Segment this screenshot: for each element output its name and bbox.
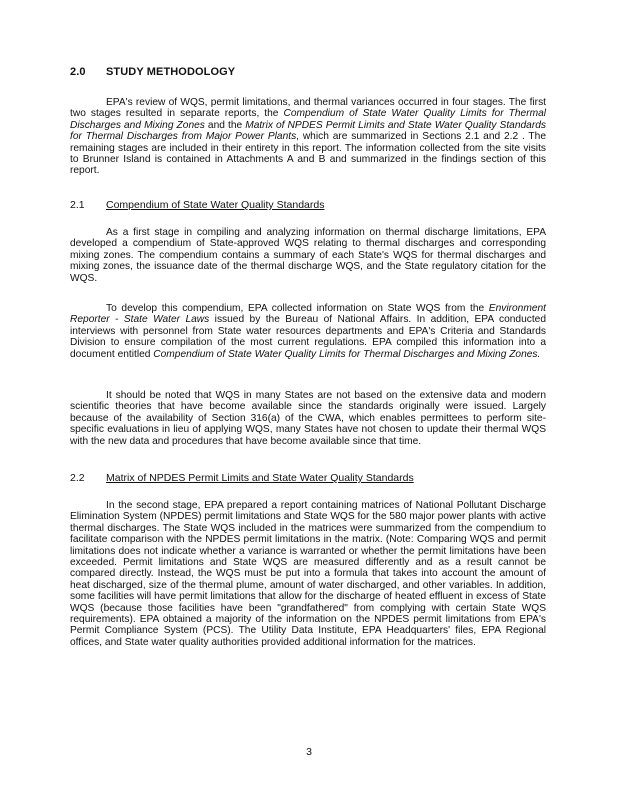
paragraph-compendium-develop-text-1: To develop this compendium, EPA collected information on State WQS from the xyxy=(106,303,489,314)
section-heading xyxy=(70,66,235,78)
paragraph-compendium-develop-text-2: issued by the Bureau of National Affairs. In addition, EPA conducted interviews with personnel from State water resources departments and EPA's Criteria and Standards Division to ensure compilation of the most current regulations. EPA compiled this information into a document entitled xyxy=(70,314,547,360)
paragraph-wqs-note xyxy=(70,390,546,447)
section-title: STUDY METHODOLOGY xyxy=(106,66,236,78)
paragraph-intro-text-2: and the xyxy=(204,119,246,131)
paragraph-compendium-stage xyxy=(70,227,546,284)
paragraph-intro-text-3: , which are summarized in Sections 2.1 and 2.2 . The remaining stages are included in their entirety in this report. The information collected from the site visits to Brunner Island is contained in Attachments A and B and summarized in the findings section of this report. xyxy=(70,131,546,177)
compendium-title-italic: Compendium of State Water Quality Limits for Thermal Discharges and Mixing Zones xyxy=(70,108,546,131)
page-number: 3 xyxy=(306,746,312,758)
paragraph-compendium-stage-text: As a first stage in compiling and analyzing information on thermal discharge limitations, EPA developed a compendium of State-approved WQS relating to thermal discharges and corresponding mixing zones. The compendium contains a summary of each State's WQS for thermal discharges and mixing zones, the issuance date of the thermal discharge WQS, and the State regulatory citation for the WQS. xyxy=(70,227,546,284)
paragraph-matrix-stage-text: In the second stage, EPA prepared a report containing matrices of National Pollutant Discharge Elimination System (NPDES) permit limitations and State WQS for the 580 major power plants with active thermal discharges. The State WQS included in the matrices were summarized from the compendium to facilitate comparison with the NPDES permit limitations in the matrix. (Note: Comparing WQS and permit limitations does not indicate whether a variance is warranted or whether the permit limitations have been exceeded. Permit limitations and State WQS are measured differently and as a result cannot be compared directly. Instead, the WQS must be put into a formula that takes into account the amount of heat discharged, size of the thermal plume, amount of water discharged, and other variables. In addition, some facilities will have permit limitations that allow for the discharge of heated effluent in excess of State WQS (because those facilities have been "grandfathered" from complying with certain State WQS requirements). EPA obtained a majority of the information on the NPDES permit limitations from EPA's Permit Compliance System (PCS). The Utility Data Institute, EPA Headquarters' files, EPA Regional offices, and State water quality authorities provided additional information for the matrices. xyxy=(70,500,546,648)
subsection-number: 2.1 xyxy=(70,199,85,211)
environment-reporter-italic: Environment Reporter - State Water Laws xyxy=(70,303,546,326)
subsection-heading-2-2 xyxy=(70,472,414,484)
subsection-title: Matrix of NPDES Permit Limits and State Water Quality Standards xyxy=(106,472,414,484)
paragraph-intro-text-1: EPA's review of WQS, permit limitations, and thermal variances occurred in four stages. The first two stages resulted in separate reports, the xyxy=(70,97,546,120)
subsection-number: 2.2 xyxy=(70,472,85,484)
matrix-title-italic: Matrix of NPDES Permit Limits and State Water Quality Standards for Thermal Discharges from Major Power Plants xyxy=(70,119,546,143)
paragraph-matrix-stage xyxy=(70,500,546,648)
paragraph-compendium-develop xyxy=(70,303,546,360)
subsection-heading-2-1 xyxy=(70,199,324,211)
compendium-document-title-italic: Compendium of State Water Quality Limits for Thermal Discharges and Mixing Zones. xyxy=(153,348,541,360)
paragraph-wqs-note-text: It should be noted that WQS in many States are not based on the extensive data and modern scientific theories that have become available since the standards originally were issued. Largely because of the availability of Section 316(a) of the CWA, which enables permittees to perform site-specific evaluations in lieu of applying WQS, many States have not chosen to update their thermal WQS with the new data and procedures that have become available since that time. xyxy=(70,390,546,447)
subsection-title: Compendium of State Water Quality Standards xyxy=(106,199,325,211)
paragraph-intro xyxy=(70,97,546,177)
section-number: 2.0 xyxy=(70,66,86,78)
